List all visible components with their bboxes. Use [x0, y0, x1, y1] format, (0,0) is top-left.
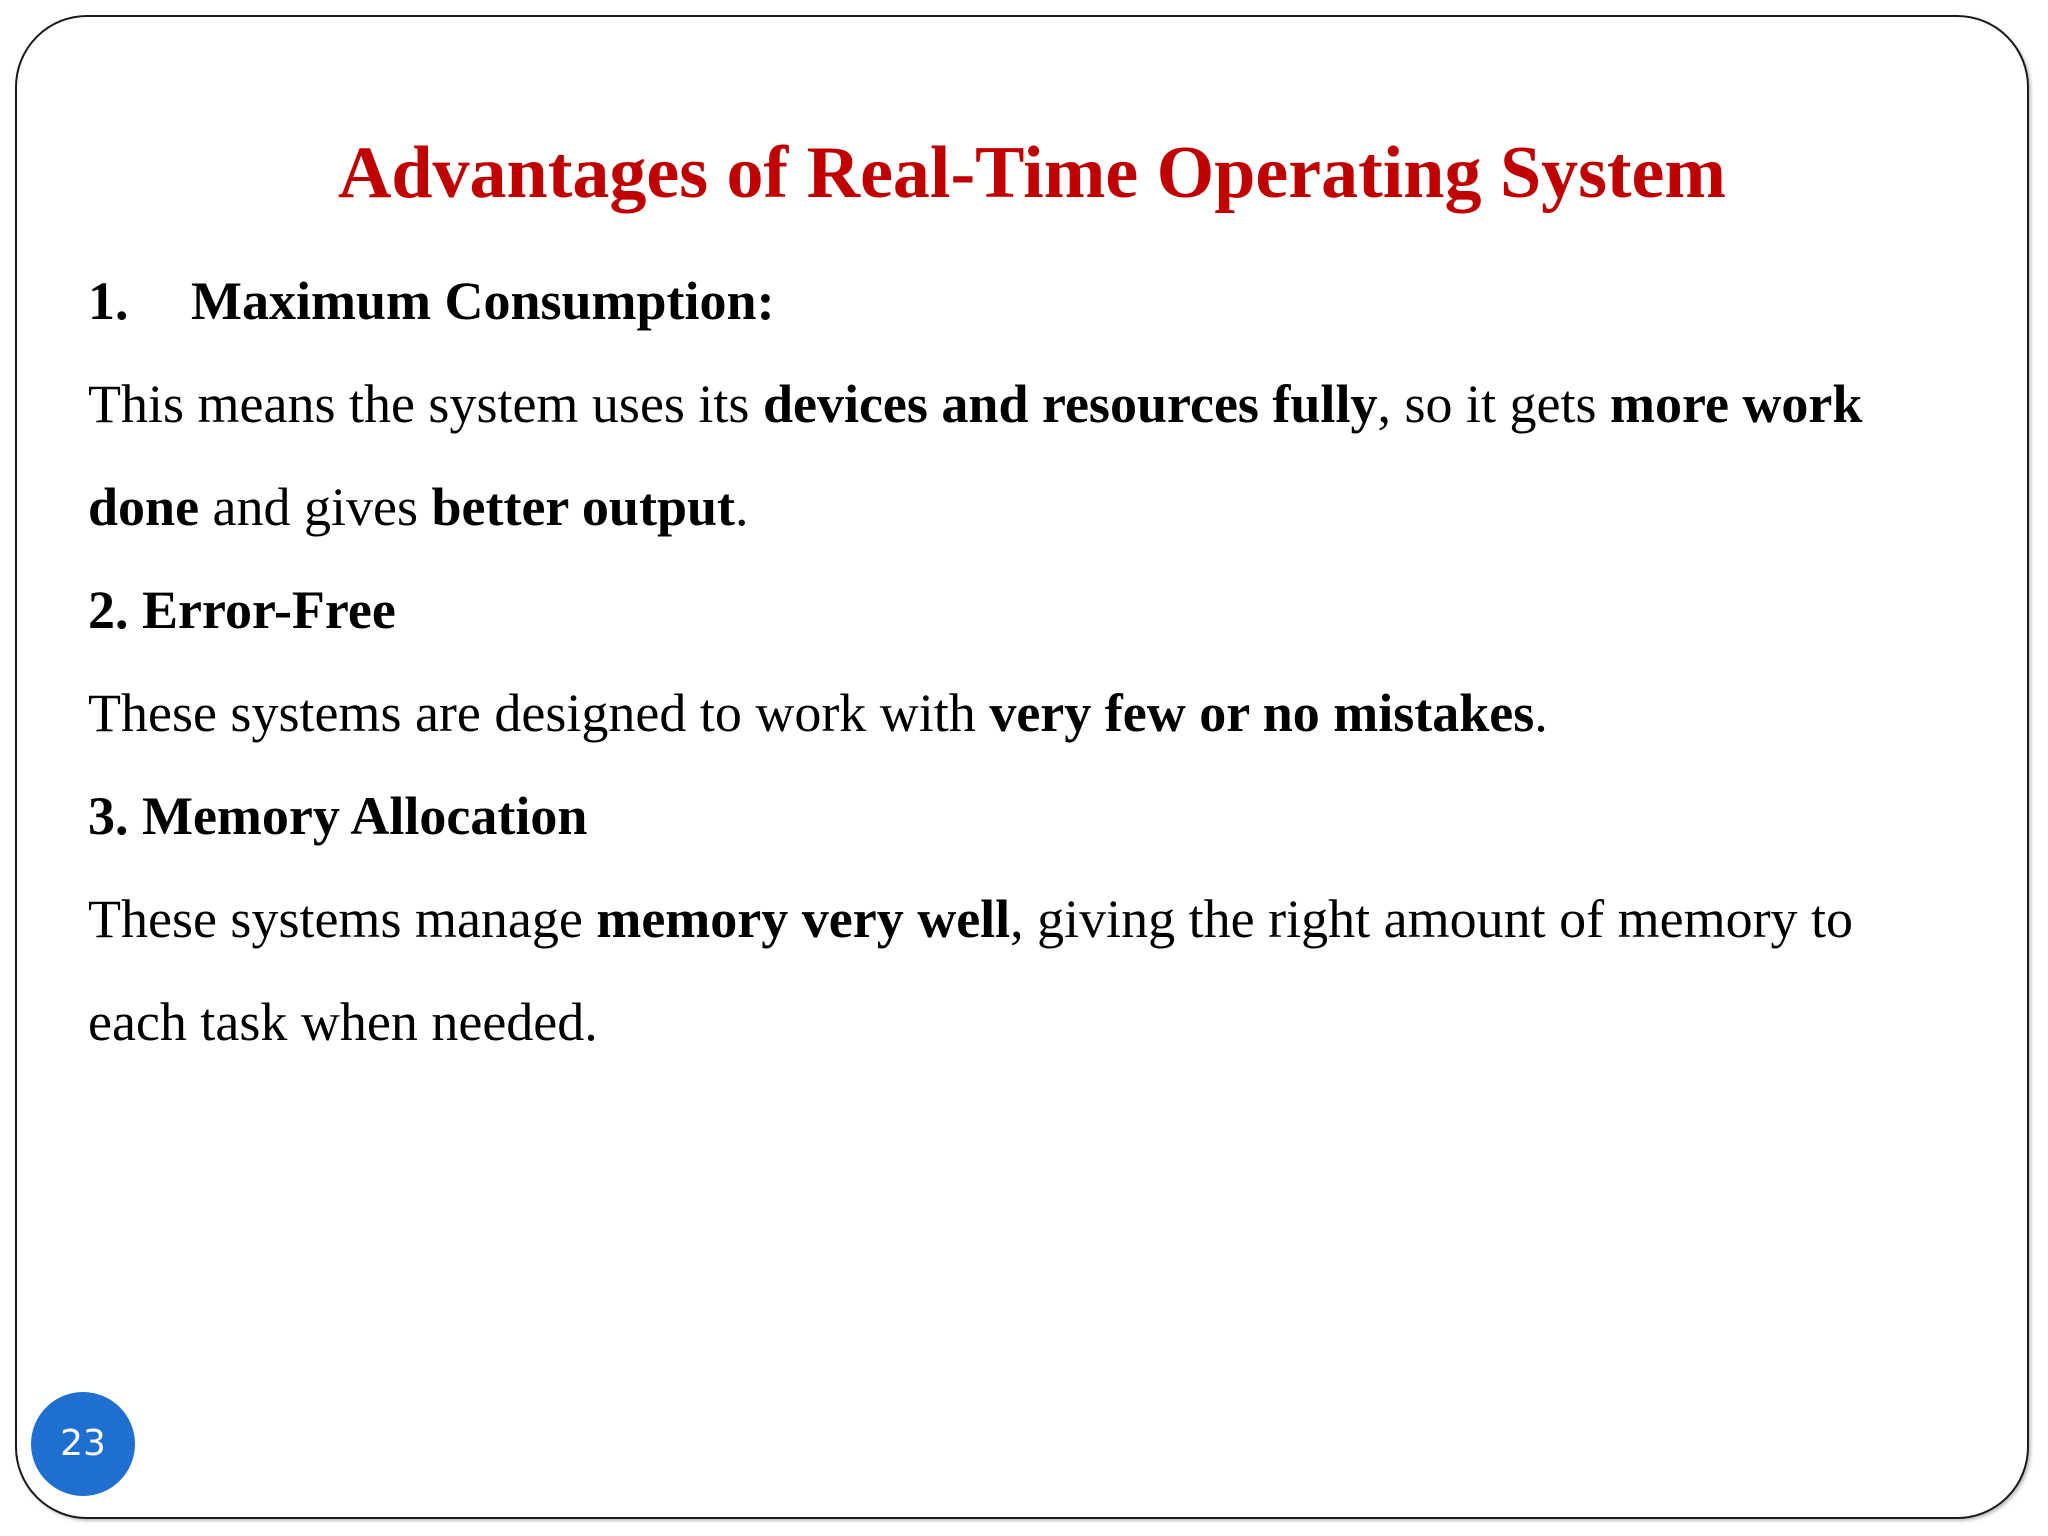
section-1-heading — [88, 250, 1988, 353]
section-3-heading: 3. Memory Allocation — [88, 786, 588, 846]
body-bold-text: better output — [431, 477, 735, 537]
section-3-body-line-1 — [88, 868, 1988, 971]
body-bold-text: more work — [1609, 374, 1863, 434]
body-text: . — [1534, 683, 1548, 743]
section-1-body-line-1 — [88, 353, 1988, 456]
body-text: , so it gets — [1377, 374, 1610, 434]
section-1-heading-text: Maximum Consumption: — [191, 271, 775, 331]
body-text: , giving the right amount of memory to — [1010, 889, 1854, 949]
section-2-heading: 2. Error-Free — [88, 580, 396, 640]
body-bold-text: devices and resources fully — [762, 374, 1378, 434]
slide-title: Advantages of Real-Time Operating System — [337, 132, 1727, 214]
body-text: This means the system uses its — [88, 374, 763, 434]
body-bold-text: done — [88, 477, 200, 537]
body-text: and gives — [199, 477, 432, 537]
body-bold-text: very few or no mistakes — [989, 683, 1535, 743]
section-2-body-line-1 — [88, 662, 1988, 765]
section-1-number: 1. — [88, 271, 129, 331]
section-3-body-line-2 — [88, 971, 1988, 1074]
section-1-body-line-2 — [88, 456, 1988, 559]
body-bold-text: memory very well — [596, 889, 1011, 949]
body-text: These systems are designed to work with — [88, 683, 990, 743]
body-text: These systems manage — [88, 889, 597, 949]
slide-content — [88, 250, 1988, 1074]
body-text: each task when needed. — [88, 992, 598, 1052]
body-text: . — [735, 477, 749, 537]
page-number-badge: 23 — [31, 1392, 135, 1496]
